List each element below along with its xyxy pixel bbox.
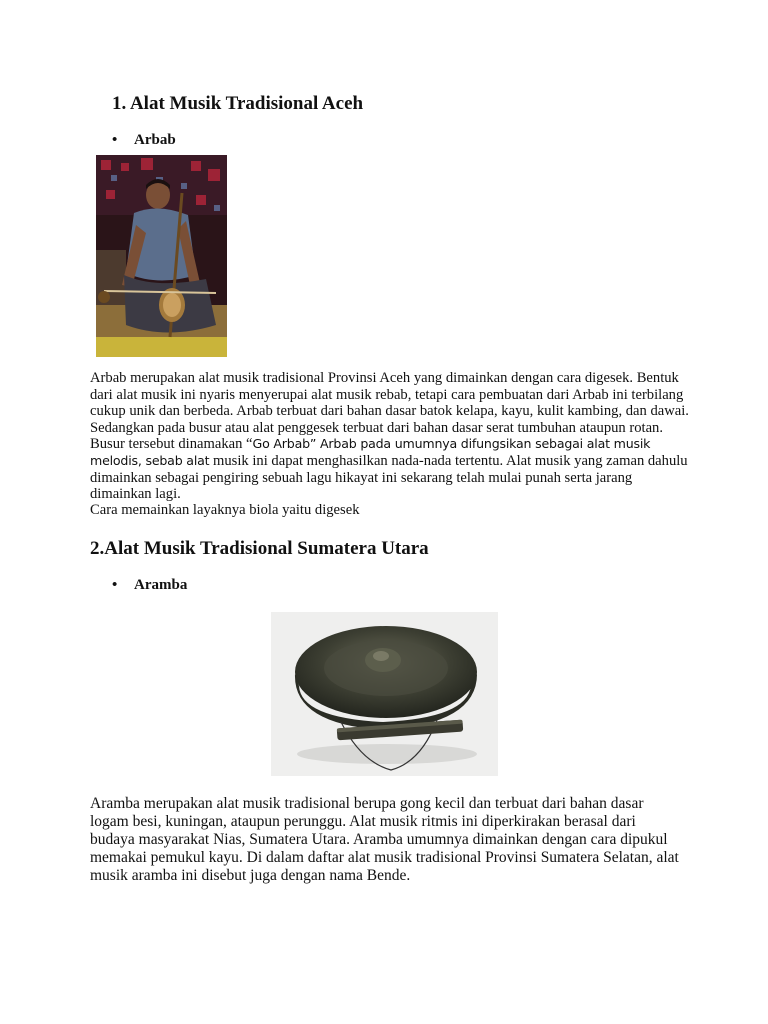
arbab-description-quote: Go Arbab [252, 436, 310, 452]
bullet-label: Aramba [134, 577, 188, 593]
bullet-arbab [112, 132, 176, 149]
section-1-heading: 1. Alat Musik Tradisional Aceh [112, 93, 364, 114]
arbab-note: Cara memainkan layaknya biola yaitu digesek [90, 502, 360, 518]
bullet-aramba [112, 577, 187, 594]
aramba-gong-illustration [271, 612, 498, 776]
aramba-description: Aramba merupakan alat musik tradisional berupa gong kecil dan terbuat dari bahan dasar logam besi, kuningan, ataupun perunggu. Alat musik ritmis ini diperkirakan berasal dari budaya masyarakat Nias, Sumatera Utara. Aramba umumnya dimainkan dengan cara dipukul memakai pemukul kayu. Di dalam daftar alat musik tradisional Provinsi Sumatera Selatan, alat musik aramba ini disebut juga dengan nama Bende. [90, 795, 679, 884]
arbab-description-part-c: musik ini dapat menghasilkan nada-nada tertentu. Alat musik yang zaman dahulu dimainkan sebagai pengiring sebuah lagu hikayat ini sekarang telah mulai punah serta jarang dimainkan lagi. [90, 452, 688, 503]
arbab-description-part-b: ” Arbab pada umumnya difungsikan sebagai alat musik melodis, sebab alat [90, 436, 651, 468]
bullet-label: Arbab [134, 132, 176, 148]
aramba-photo [271, 612, 498, 776]
arbab-description-part-a: Arbab merupakan alat musik tradisional Provinsi Aceh yang dimainkan dengan cara digesek. Bentuk dari alat musik ini nyaris menyerupai alat musik rebab, tetapi cara pembuatan dari Arbab ini terbilang cukup unik dan berbeda. Arbab terbuat dari bahan dasar batok kelapa, kayu, kulit kambing, dan dawai. Sedangkan pada busur atau alat penggesek terbuat dari bahan dasar serat tumbuhan ataupun rotan. Busur tersebut dinamakan “ [90, 370, 689, 453]
bullet-dot: • [112, 577, 118, 593]
section-2-heading: 2.Alat Musik Tradisional Sumatera Utara [90, 538, 429, 559]
bullet-dot: • [112, 132, 118, 148]
arbab-description [90, 370, 690, 503]
arbab-photo [96, 155, 227, 357]
arbab-player-illustration [96, 155, 227, 357]
